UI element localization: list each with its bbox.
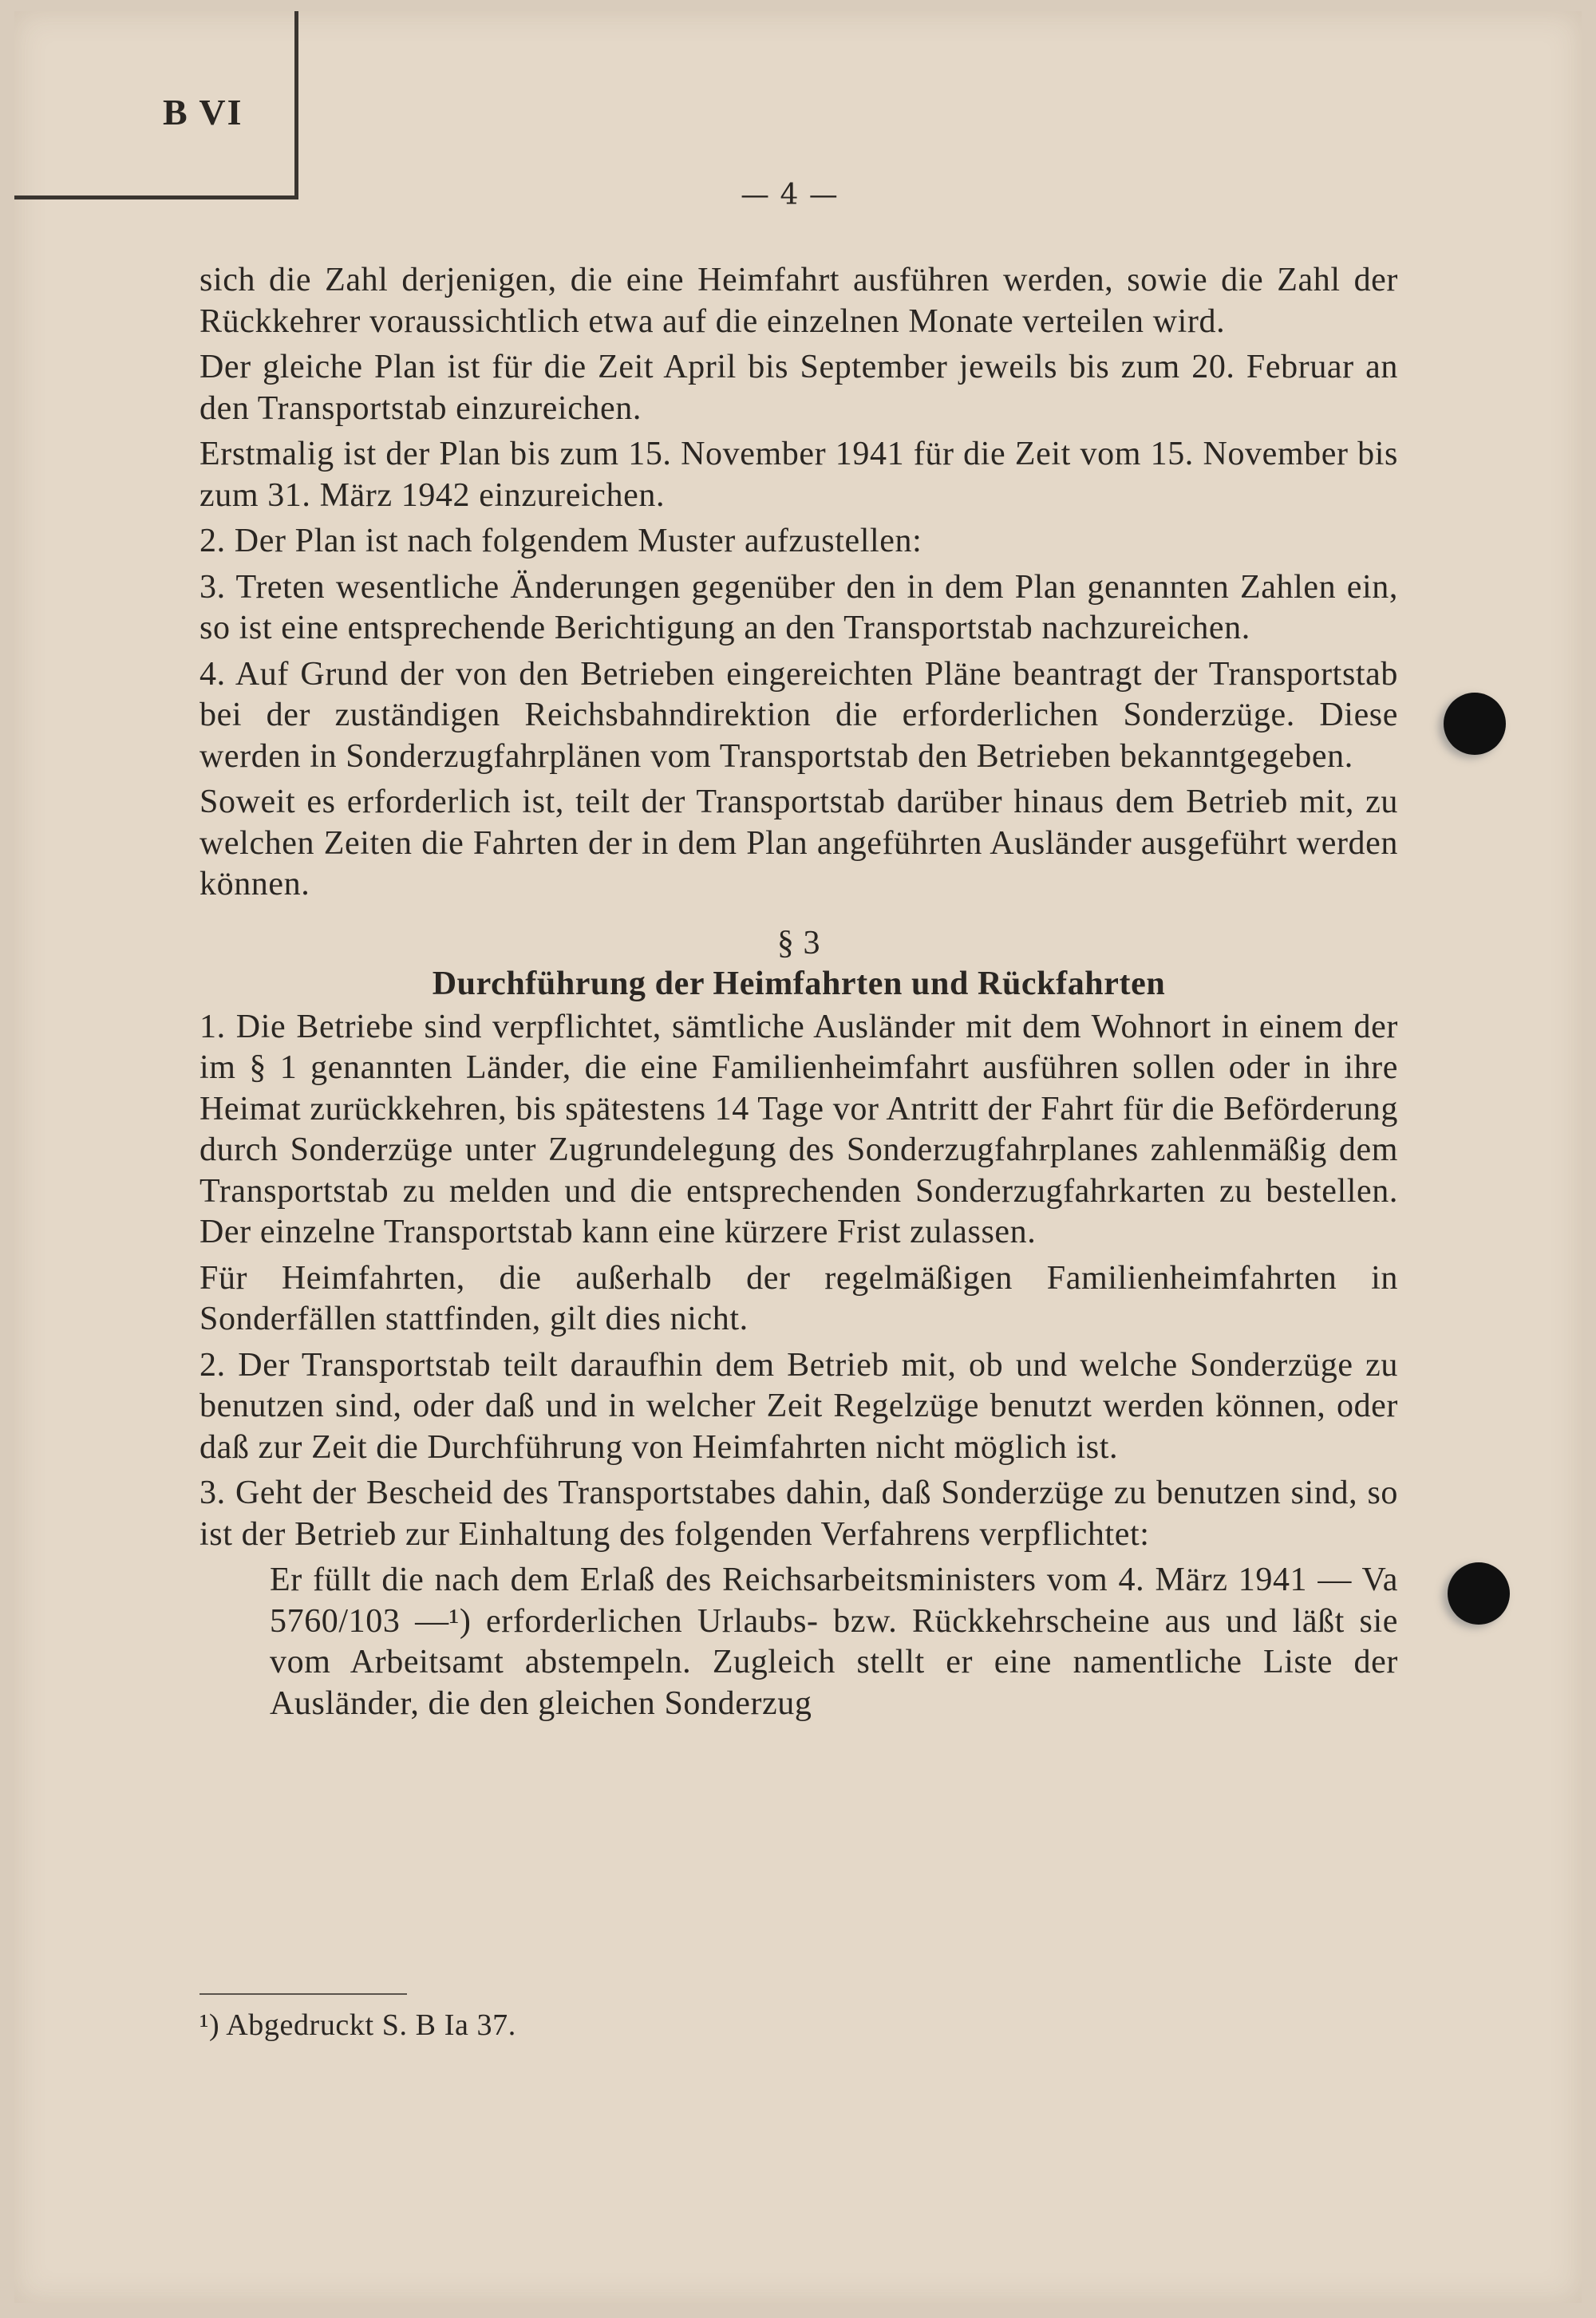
paragraph: sich die Zahl derjenigen, die eine Heimfahrt ausführen werden, sowie die Zahl der Rückkehrer voraussichtlich etwa auf die einzelnen Monate verteilen wird. [200,262,1398,340]
indented-paragraph: Er füllt die nach dem Erlaß des Reichsarbeitsministers vom 4. März 1941 — Va 5760/103 —¹) erforderlichen Urlaubs- bzw. Rückkehrscheine aus und läßt sie vom Arbeitsamt abstempeln. Zugleich stellt er eine namentliche Liste der Ausländer, die den gleichen Sonderzug [270,1562,1398,1722]
section-heading: Durchführung der Heimfahrten und Rückfahrten [432,966,1166,1002]
paragraph: Soweit es erforderlich ist, teilt der Transportstab darüber hinaus dem Betrieb mit, zu welchen Zeiten die Fahrten der in dem Plan angeführten Ausländer ausgeführt werden können. [200,784,1398,902]
document-page [14,11,1582,2303]
paragraph: 1. Die Betriebe sind verpflichtet, sämtliche Ausländer mit dem Wohnort in einem der im § 1 genannten Länder, die eine Familienheimfahrt ausführen sollen oder in ihre Heimat zurückkehren, bis spätestens 14 Tage vor Antritt der Fahrt für die Beförderung durch Sonderzüge unter Zugrundelegung des Sonderzugfahrplanes zahlenmäßig dem Transportstab zu melden und die entsprechenden Sonderzugfahrkarten zu bestellen. Der einzelne Transportstab kann eine kürzere Frist zulassen. [200,1008,1398,1250]
body-text [200,260,1398,1724]
punch-hole-icon [1444,693,1506,755]
paragraph: 3. Geht der Bescheid des Transportstabes dahin, daß Sonderzüge zu benutzen sind, so ist der Betrieb zur Einhaltung des folgenden Verfahrens verpflichtet: [200,1475,1398,1553]
paragraph: Der gleiche Plan ist für die Zeit April bis September jeweils bis zum 20. Februar an den Transportstab einzureichen. [200,349,1398,427]
footnote-divider [200,1993,407,1995]
section-label: B VI [163,92,243,132]
footnote: ¹) Abgedruckt S. B Ia 37. [200,2008,516,2042]
page-number: — 4 — [741,179,839,211]
section-reference: § 3 [776,924,821,962]
paragraph: 2. Der Transportstab teilt daraufhin dem Betrieb mit, ob und welche Sonderzüge zu benutzen sind, oder daß und in welcher Zeit Regelzüge benutzt werden können, oder daß zur Zeit die Durchführung von Heimfahrten nicht möglich ist. [200,1346,1398,1466]
paragraph: 2. Der Plan ist nach folgendem Muster aufzustellen: [200,523,922,559]
punch-hole-icon [1448,1562,1510,1625]
paragraph: 3. Treten wesentliche Änderungen gegenüber den in dem Plan genannten Zahlen ein, so ist eine entsprechende Berichtigung an den Transportstab nachzureichen. [200,568,1398,646]
paragraph: 4. Auf Grund der von den Betrieben eingereichten Pläne beantragt der Transportstab bei der zuständigen Reichsbahndirektion die erforderlichen Sonderzüge. Diese werden in Sonderzugfahrplänen vom Transportstab den Betrieben bekanntgegeben. [200,655,1398,775]
paragraph: Für Heimfahrten, die außerhalb der regelmäßigen Familienheimfahrten in Sonderfällen stattfinden, gilt dies nicht. [200,1259,1398,1337]
paragraph: Erstmalig ist der Plan bis zum 15. November 1941 für die Zeit vom 15. November bis zum 31. März 1942 einzureichen. [200,436,1398,514]
section-label-box [14,11,298,199]
